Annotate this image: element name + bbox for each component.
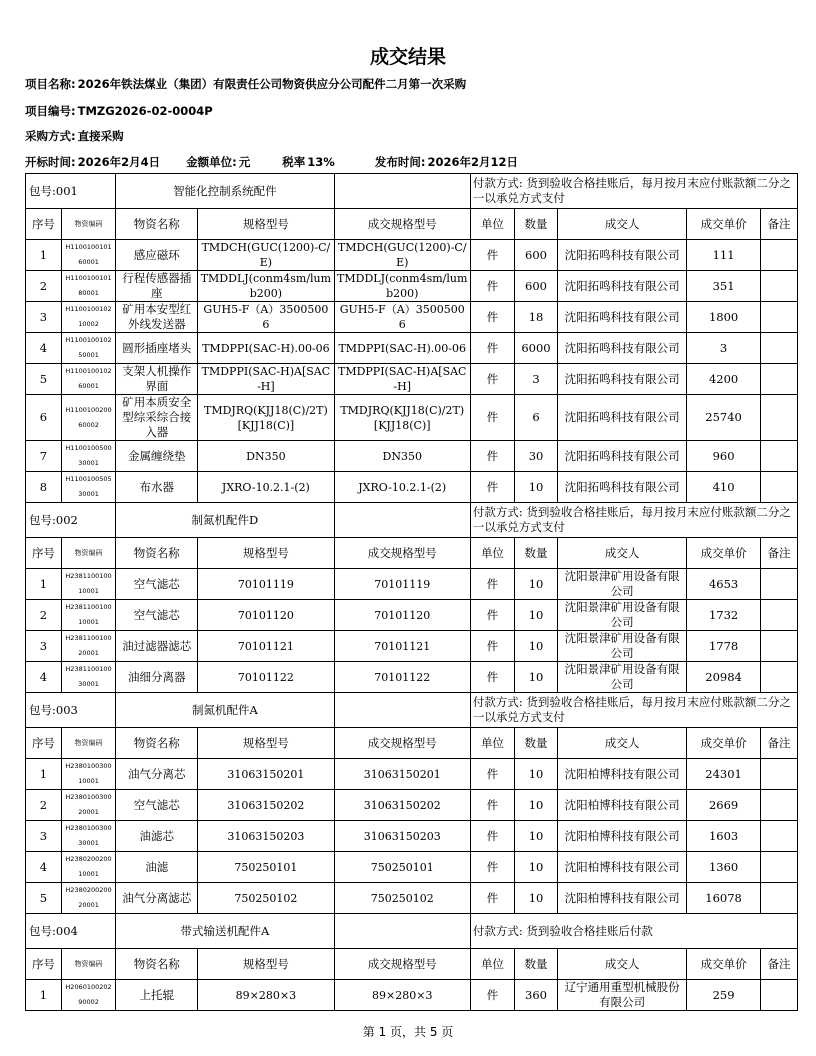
item-unit: 件 [470, 631, 514, 662]
currency-label: 金额单位: [186, 155, 237, 169]
item-price: 1778 [687, 631, 761, 662]
item-unit: 件 [470, 662, 514, 693]
tax-rate: 13% [307, 155, 335, 169]
column-header: 序号 [26, 209, 62, 240]
item-no: 4 [26, 852, 62, 883]
column-header: 成交人 [558, 728, 687, 759]
column-header: 成交规格型号 [334, 538, 470, 569]
column-header: 成交人 [558, 538, 687, 569]
column-header: 成交单价 [687, 949, 761, 980]
item-price: 960 [687, 441, 761, 472]
item-qty: 10 [514, 883, 557, 914]
column-header: 物资名称 [116, 209, 198, 240]
column-header: 规格型号 [198, 728, 334, 759]
method: 直接采购 [77, 129, 124, 143]
item-deal-spec: 70101121 [334, 631, 470, 662]
item-remark [760, 271, 797, 302]
table-row [26, 271, 798, 302]
item-vendor: 辽宁通用重型机械股份有限公司 [558, 980, 687, 1011]
column-header: 成交人 [558, 949, 687, 980]
column-header: 序号 [26, 728, 62, 759]
item-code: H238010030020001 [61, 790, 115, 821]
item-spec: TMDDLJ(conm4sm/lumb200) [198, 271, 334, 302]
item-qty: 10 [514, 821, 557, 852]
item-qty: 10 [514, 662, 557, 693]
item-vendor: 沈阳拓鸣科技有限公司 [558, 302, 687, 333]
item-vendor: 沈阳景津矿用设备有限公司 [558, 569, 687, 600]
item-no: 8 [26, 472, 62, 503]
column-header-row [26, 209, 798, 240]
item-qty: 600 [514, 240, 557, 271]
item-spec: 31063150203 [198, 821, 334, 852]
column-header: 规格型号 [198, 209, 334, 240]
item-deal-spec: 31063150203 [334, 821, 470, 852]
item-no: 5 [26, 364, 62, 395]
item-spec: 70101119 [198, 569, 334, 600]
column-header: 物资编码 [61, 209, 115, 240]
item-no: 3 [26, 821, 62, 852]
item-unit: 件 [470, 472, 514, 503]
item-code: H238020020010001 [61, 852, 115, 883]
package-label: 包号:001 [26, 174, 116, 209]
item-no: 2 [26, 790, 62, 821]
column-header: 数量 [514, 949, 557, 980]
open-time: 2026年2月4日 [77, 155, 161, 169]
item-remark [760, 631, 797, 662]
document-title: 成交结果 [369, 46, 446, 68]
item-price: 351 [687, 271, 761, 302]
package-label: 包号:004 [26, 914, 116, 949]
item-name: 空气滤芯 [116, 790, 198, 821]
column-header: 数量 [514, 728, 557, 759]
item-unit: 件 [470, 364, 514, 395]
column-header-row [26, 728, 798, 759]
column-header: 成交人 [558, 209, 687, 240]
item-qty: 600 [514, 271, 557, 302]
item-unit: 件 [470, 271, 514, 302]
package-name: 智能化控制系统配件 [116, 174, 334, 209]
item-vendor: 沈阳拓鸣科技有限公司 [558, 472, 687, 503]
item-remark [760, 569, 797, 600]
item-name: 矿用本质安全型综采综合接入器 [116, 395, 198, 441]
item-deal-spec: TMDPPI(SAC-H).00-06 [334, 333, 470, 364]
item-code: H238020020020001 [61, 883, 115, 914]
package-header-row [26, 174, 798, 209]
item-unit: 件 [470, 759, 514, 790]
item-spec: TMDPPI(SAC-H)A[SAC-H] [198, 364, 334, 395]
item-no: 2 [26, 600, 62, 631]
column-header: 成交单价 [687, 538, 761, 569]
item-deal-spec: 70101122 [334, 662, 470, 693]
item-no: 3 [26, 631, 62, 662]
item-name: 矿用本安型红外线发送器 [116, 302, 198, 333]
item-spec: TMDCH(GUC(1200)-C/E) [198, 240, 334, 271]
item-qty: 10 [514, 852, 557, 883]
item-name: 油滤 [116, 852, 198, 883]
column-header: 序号 [26, 949, 62, 980]
item-remark [760, 821, 797, 852]
package-name: 制氮机配件A [116, 693, 334, 728]
item-vendor: 沈阳拓鸣科技有限公司 [558, 441, 687, 472]
item-qty: 18 [514, 302, 557, 333]
column-header: 数量 [514, 209, 557, 240]
table-row [26, 240, 798, 271]
item-qty: 10 [514, 759, 557, 790]
publish-time: 2026年2月12日 [427, 155, 518, 169]
item-deal-spec: TMDDLJ(conm4sm/lumb200) [334, 271, 470, 302]
item-code: H110010010210002 [61, 302, 115, 333]
item-code: H110010050030001 [61, 441, 115, 472]
item-name: 上托辊 [116, 980, 198, 1011]
item-code: H238010030010001 [61, 759, 115, 790]
package-header-row [26, 914, 798, 949]
item-remark [760, 790, 797, 821]
project-name-line [25, 76, 468, 92]
item-deal-spec: 70101120 [334, 600, 470, 631]
tax-label: 税率 [282, 155, 306, 169]
item-spec: 31063150202 [198, 790, 334, 821]
item-name: 圆形插座堵头 [116, 333, 198, 364]
column-header: 物资编码 [61, 538, 115, 569]
item-remark [760, 852, 797, 883]
item-no: 1 [26, 240, 62, 271]
table-row [26, 395, 798, 441]
table-row [26, 364, 798, 395]
table-row [26, 302, 798, 333]
item-vendor: 沈阳拓鸣科技有限公司 [558, 333, 687, 364]
item-deal-spec: TMDPPI(SAC-H)A[SAC-H] [334, 364, 470, 395]
item-deal-spec: DN350 [334, 441, 470, 472]
item-remark [760, 980, 797, 1011]
item-name: 油气分离滤芯 [116, 883, 198, 914]
item-price: 1800 [687, 302, 761, 333]
project-no-line [25, 103, 215, 119]
item-no: 4 [26, 333, 62, 364]
item-no: 1 [26, 980, 62, 1011]
item-vendor: 沈阳柏博科技有限公司 [558, 821, 687, 852]
method-label: 采购方式: [25, 129, 76, 143]
package-header-row [26, 503, 798, 538]
item-unit: 件 [470, 821, 514, 852]
table-row [26, 569, 798, 600]
item-unit: 件 [470, 883, 514, 914]
item-vendor: 沈阳柏博科技有限公司 [558, 852, 687, 883]
item-deal-spec: 31063150201 [334, 759, 470, 790]
page-footer: 第 1 页，共 5 页 [362, 1025, 454, 1039]
item-price: 410 [687, 472, 761, 503]
item-qty: 30 [514, 441, 557, 472]
payment-terms: 付款方式: 货到验收合格挂账后，每月按月末应付账款额二分之一以承兑方式支付 [470, 503, 797, 538]
item-qty: 10 [514, 569, 557, 600]
item-remark [760, 759, 797, 790]
table-row [26, 883, 798, 914]
item-vendor: 沈阳拓鸣科技有限公司 [558, 364, 687, 395]
currency: 元 [238, 155, 251, 169]
meta-line [25, 154, 520, 170]
item-spec: DN350 [198, 441, 334, 472]
item-remark [760, 883, 797, 914]
item-unit: 件 [470, 240, 514, 271]
item-unit: 件 [470, 569, 514, 600]
column-header-row [26, 538, 798, 569]
item-deal-spec: GUH5-F（A）35005006 [334, 302, 470, 333]
item-no: 5 [26, 883, 62, 914]
item-name: 感应磁环 [116, 240, 198, 271]
item-price: 20984 [687, 662, 761, 693]
item-no: 1 [26, 569, 62, 600]
column-header: 单位 [470, 728, 514, 759]
table-row [26, 790, 798, 821]
project-no-label: 项目编号: [25, 104, 76, 118]
item-code: H238110010010001 [61, 569, 115, 600]
item-no: 3 [26, 302, 62, 333]
item-remark [760, 364, 797, 395]
table-row [26, 852, 798, 883]
column-header: 物资名称 [116, 949, 198, 980]
item-code: H238110010020001 [61, 631, 115, 662]
item-qty: 10 [514, 790, 557, 821]
item-no: 6 [26, 395, 62, 441]
item-price: 16078 [687, 883, 761, 914]
table-row [26, 472, 798, 503]
column-header: 物资名称 [116, 728, 198, 759]
item-vendor: 沈阳景津矿用设备有限公司 [558, 631, 687, 662]
item-no: 7 [26, 441, 62, 472]
package-label: 包号:002 [26, 503, 116, 538]
project-name-label: 项目名称: [25, 77, 76, 91]
package-blank-cell [334, 174, 470, 209]
item-code: H110010050530001 [61, 472, 115, 503]
column-header: 序号 [26, 538, 62, 569]
item-qty: 10 [514, 600, 557, 631]
item-name: 空气滤芯 [116, 569, 198, 600]
item-price: 111 [687, 240, 761, 271]
item-vendor: 沈阳拓鸣科技有限公司 [558, 240, 687, 271]
item-unit: 件 [470, 395, 514, 441]
item-name: 油过滤器滤芯 [116, 631, 198, 662]
item-remark [760, 302, 797, 333]
column-header: 成交规格型号 [334, 209, 470, 240]
item-price: 25740 [687, 395, 761, 441]
table-row [26, 333, 798, 364]
item-spec: 31063150201 [198, 759, 334, 790]
column-header: 单位 [470, 949, 514, 980]
item-spec: 89×280×3 [198, 980, 334, 1011]
item-name: 空气滤芯 [116, 600, 198, 631]
item-spec: GUH5-F（A）35005006 [198, 302, 334, 333]
item-spec: 70101122 [198, 662, 334, 693]
column-header: 单位 [470, 538, 514, 569]
item-qty: 6000 [514, 333, 557, 364]
item-deal-spec: TMDCH(GUC(1200)-C/E) [334, 240, 470, 271]
item-remark [760, 395, 797, 441]
item-remark [760, 600, 797, 631]
item-no: 1 [26, 759, 62, 790]
item-deal-spec: 89×280×3 [334, 980, 470, 1011]
item-price: 1360 [687, 852, 761, 883]
item-spec: JXRO-10.2.1-(2) [198, 472, 334, 503]
item-unit: 件 [470, 333, 514, 364]
item-code: H238110010010001 [61, 600, 115, 631]
item-spec: 70101120 [198, 600, 334, 631]
item-spec: TMDJRQ(KJJ18(C)/2T)[KJJ18(C)] [198, 395, 334, 441]
item-qty: 10 [514, 472, 557, 503]
table-row [26, 600, 798, 631]
item-remark [760, 240, 797, 271]
item-price: 24301 [687, 759, 761, 790]
item-remark [760, 472, 797, 503]
item-price: 1603 [687, 821, 761, 852]
package-blank-cell [334, 914, 470, 949]
item-unit: 件 [470, 790, 514, 821]
item-remark [760, 662, 797, 693]
package-name: 制氮机配件D [116, 503, 334, 538]
item-code: H110010010180001 [61, 271, 115, 302]
item-unit: 件 [470, 852, 514, 883]
item-deal-spec: 750250101 [334, 852, 470, 883]
column-header: 单位 [470, 209, 514, 240]
column-header: 物资编码 [61, 949, 115, 980]
item-qty: 3 [514, 364, 557, 395]
item-unit: 件 [470, 600, 514, 631]
column-header: 备注 [760, 728, 797, 759]
item-spec: 70101121 [198, 631, 334, 662]
item-vendor: 沈阳景津矿用设备有限公司 [558, 662, 687, 693]
item-deal-spec: 750250102 [334, 883, 470, 914]
table-row [26, 441, 798, 472]
item-deal-spec: 70101119 [334, 569, 470, 600]
item-name: 金属缠绕垫 [116, 441, 198, 472]
item-name: 油滤芯 [116, 821, 198, 852]
item-name: 油气分离芯 [116, 759, 198, 790]
project-name: 2026年铁法煤业（集团）有限责任公司物资供应分公司配件二月第一次采购 [77, 77, 467, 91]
package-header-row [26, 693, 798, 728]
item-code: H238010030030001 [61, 821, 115, 852]
package-blank-cell [334, 693, 470, 728]
item-price: 259 [687, 980, 761, 1011]
item-code: H206010020290002 [61, 980, 115, 1011]
table-row [26, 980, 798, 1011]
column-header: 物资名称 [116, 538, 198, 569]
column-header: 物资编码 [61, 728, 115, 759]
item-spec: TMDPPI(SAC-H).00-06 [198, 333, 334, 364]
item-name: 布水器 [116, 472, 198, 503]
item-no: 4 [26, 662, 62, 693]
column-header: 成交规格型号 [334, 949, 470, 980]
item-deal-spec: TMDJRQ(KJJ18(C)/2T)[KJJ18(C)] [334, 395, 470, 441]
item-vendor: 沈阳柏博科技有限公司 [558, 790, 687, 821]
item-price: 2669 [687, 790, 761, 821]
column-header: 备注 [760, 538, 797, 569]
item-remark [760, 441, 797, 472]
item-name: 支架人机操作界面 [116, 364, 198, 395]
table-row [26, 821, 798, 852]
column-header: 备注 [760, 209, 797, 240]
method-line [25, 128, 126, 144]
item-vendor: 沈阳柏博科技有限公司 [558, 883, 687, 914]
item-vendor: 沈阳拓鸣科技有限公司 [558, 271, 687, 302]
item-code: H110010020060002 [61, 395, 115, 441]
item-spec: 750250102 [198, 883, 334, 914]
item-price: 4653 [687, 569, 761, 600]
column-header: 规格型号 [198, 949, 334, 980]
item-code: H110010010160001 [61, 240, 115, 271]
column-header: 成交规格型号 [334, 728, 470, 759]
column-header: 规格型号 [198, 538, 334, 569]
column-header: 数量 [514, 538, 557, 569]
item-deal-spec: JXRO-10.2.1-(2) [334, 472, 470, 503]
open-time-label: 开标时间: [25, 155, 76, 169]
table-row [26, 631, 798, 662]
item-spec: 750250101 [198, 852, 334, 883]
payment-terms: 付款方式: 货到验收合格挂账后，每月按月末应付账款额二分之一以承兑方式支付 [470, 174, 797, 209]
project-no: TMZG2026-02-0004P [77, 104, 213, 118]
publish-label: 发布时间: [374, 155, 426, 169]
table-row [26, 662, 798, 693]
item-vendor: 沈阳拓鸣科技有限公司 [558, 395, 687, 441]
item-qty: 6 [514, 395, 557, 441]
item-code: H110010010250001 [61, 333, 115, 364]
package-label: 包号:003 [26, 693, 116, 728]
item-qty: 360 [514, 980, 557, 1011]
item-price: 3 [687, 333, 761, 364]
item-price: 4200 [687, 364, 761, 395]
package-blank-cell [334, 503, 470, 538]
item-no: 2 [26, 271, 62, 302]
item-unit: 件 [470, 441, 514, 472]
payment-terms: 付款方式: 货到验收合格挂账后付款 [470, 914, 797, 949]
item-deal-spec: 31063150202 [334, 790, 470, 821]
column-header: 成交单价 [687, 209, 761, 240]
column-header-row [26, 949, 798, 980]
result-table [25, 173, 798, 1011]
item-name: 行程传感器插座 [116, 271, 198, 302]
item-code: H110010010260001 [61, 364, 115, 395]
item-remark [760, 333, 797, 364]
item-code: H238110010030001 [61, 662, 115, 693]
item-unit: 件 [470, 302, 514, 333]
item-vendor: 沈阳柏博科技有限公司 [558, 759, 687, 790]
item-unit: 件 [470, 980, 514, 1011]
item-name: 油细分离器 [116, 662, 198, 693]
column-header: 备注 [760, 949, 797, 980]
item-vendor: 沈阳景津矿用设备有限公司 [558, 600, 687, 631]
package-name: 带式输送机配件A [116, 914, 334, 949]
item-qty: 10 [514, 631, 557, 662]
item-price: 1732 [687, 600, 761, 631]
column-header: 成交单价 [687, 728, 761, 759]
table-row [26, 759, 798, 790]
payment-terms: 付款方式: 货到验收合格挂账后，每月按月末应付账款额二分之一以承兑方式支付 [470, 693, 797, 728]
